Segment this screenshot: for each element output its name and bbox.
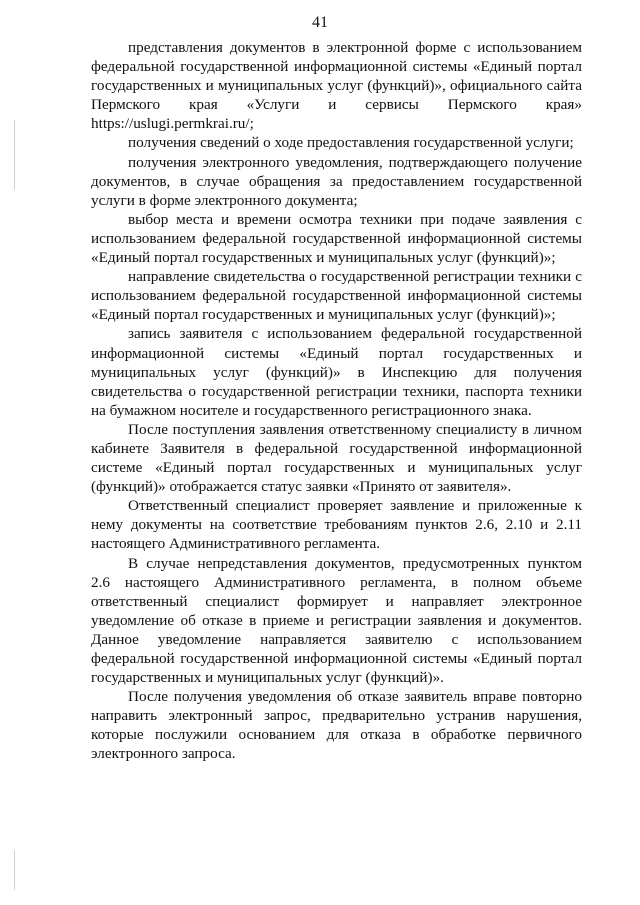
paragraph: получения сведений о ходе предоставления государственной услуги;: [128, 134, 574, 152]
paragraph: После поступления заявления ответственному специалисту в личном кабинете Заявителя в федеральной государственной информационной системе «Единый портал государственных и муниципальных услуг (функций)» отображается статус заявки «Принято от заявителя».: [91, 420, 582, 496]
paragraph: запись заявителя с использованием федеральной государственной информационной системы «Единый портал государственных и муниципальных услуг (функций)» в Инспекцию для получения свидетельства о государственной регистрации техники, паспорта техники на бумажном носителе и государственного регистрационного знака.: [91, 325, 582, 419]
paragraph: Ответственный специалист проверяет заявление и приложенные к нему документы на соответствие требованиям пунктов 2.6, 2.10 и 2.11 настоящего Административного регламента.: [91, 497, 582, 553]
document-body: [91, 38, 582, 764]
page-number: 41: [312, 14, 328, 31]
paragraph: В случае непредставления документов, предусмотренных пунктом 2.6 настоящего Административного регламента, в полном объеме ответственный специалист формирует и направляет электронное уведомление об отказе в приеме и регистрации заявления и документов. Данное уведомление направляется заявителю с использованием федеральной государственной информационной системы «Единый портал государственных и муниципальных услуг (функций)».: [91, 554, 582, 687]
paragraph: представления документов в электронной форме с использованием федеральной государственной информационной системы «Единый портал государственных и муниципальных услуг (функций)», официального сайта Пермского края «Услуги и сервисы Пермского края» https://uslugi.permkrai.ru/;: [91, 39, 582, 133]
paragraph: направление свидетельства о государственной регистрации техники с использованием федеральной государственной информационной системы «Единый портал государственных и муниципальных услуг (функций)»;: [91, 268, 582, 324]
scan-margin-line: [14, 120, 15, 190]
paragraph: выбор места и времени осмотра техники при подаче заявления с использованием федеральной государственной информационной системы «Единый портал государственных и муниципальных услуг (функций)»;: [91, 210, 582, 267]
paragraph: получения электронного уведомления, подтверждающего получение документов, в случае обращения за предоставлением государственной услуги в форме электронного документа;: [91, 153, 582, 209]
scan-margin-line: [14, 850, 15, 890]
paragraph: После получения уведомления об отказе заявитель вправе повторно направить электронный запрос, предварительно устранив нарушения, которые послужили основанием для отказа в обработке первичного электронного запроса.: [91, 688, 582, 763]
